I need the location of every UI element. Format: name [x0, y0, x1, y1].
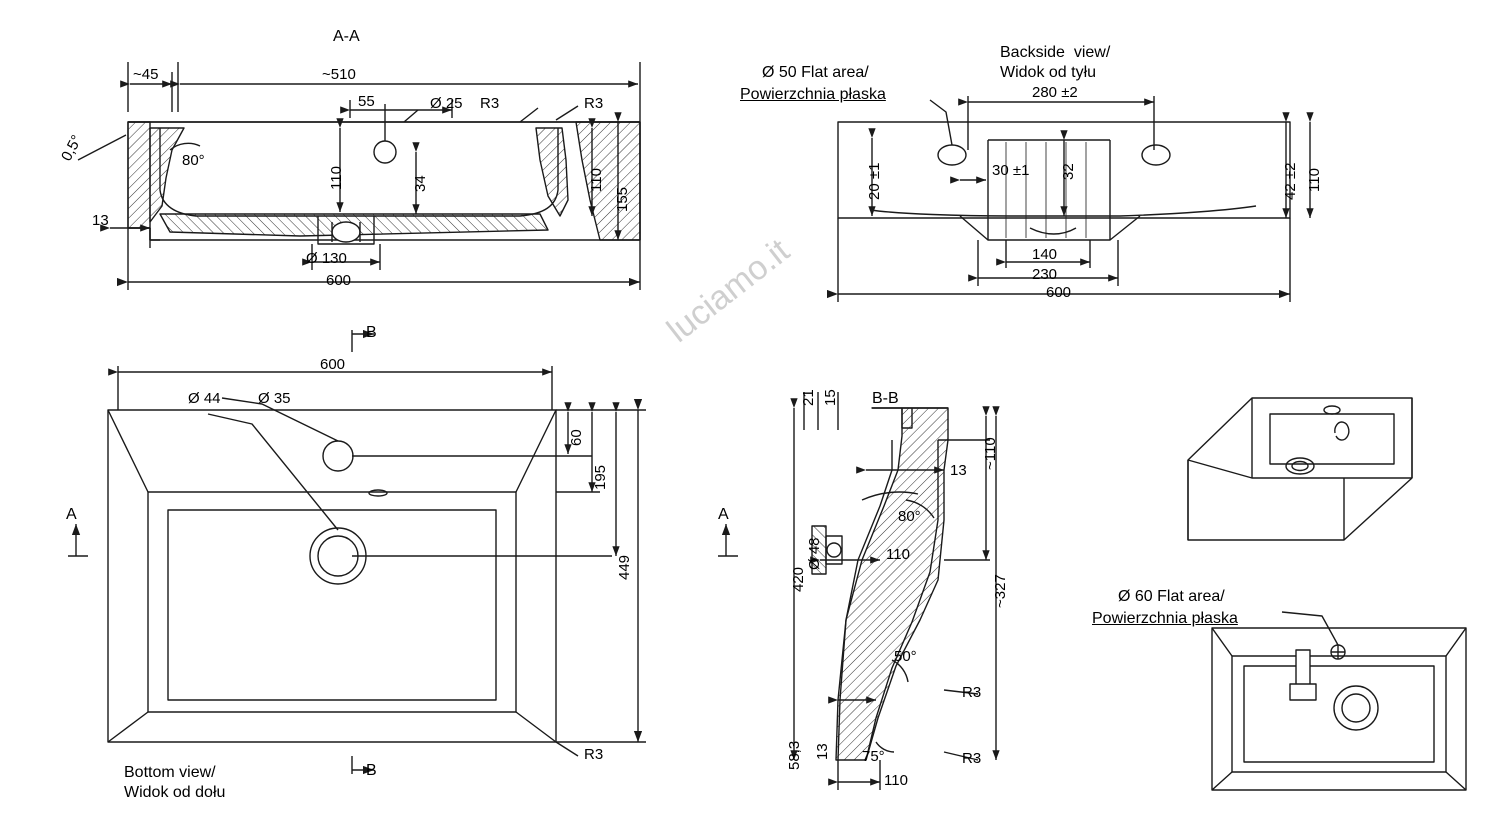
- dim-bb-583: 58,3: [786, 740, 803, 770]
- dim-bb-110-bot: 110: [884, 772, 908, 789]
- dim-aa-600: 600: [326, 272, 352, 289]
- backside-title-2: Widok od tyłu: [1000, 64, 1097, 81]
- inset-flat-area-2: Powierzchnia płaska: [1092, 610, 1238, 627]
- dim-aa-110-right: 110: [588, 168, 605, 192]
- dim-aa-45: ~45: [133, 66, 159, 83]
- dim-bot-449: 449: [616, 554, 633, 580]
- backside-flat-area-1: Ø 50 Flat area/: [762, 64, 869, 81]
- dim-bot-d35: Ø 35: [258, 390, 291, 407]
- dim-bb-13b: 13: [814, 743, 831, 760]
- dim-aa-155: 155: [614, 186, 631, 212]
- backside-flat-area-2: Powierzchnia płaska: [740, 86, 886, 103]
- dim-bb-420: 420: [790, 566, 807, 592]
- dim-bb-110-top: ~110: [982, 437, 999, 470]
- bottom-title-1: Bottom view/: [124, 764, 216, 781]
- bottom-mark-b-top: B: [366, 324, 377, 341]
- bottom-title-2: Widok od dołu: [124, 784, 226, 801]
- dim-aa-13: 13: [92, 212, 109, 229]
- dim-aa-510: ~510: [322, 66, 356, 83]
- dim-bs-140: 140: [1032, 246, 1058, 263]
- dim-aa-d25: Ø 25: [430, 95, 463, 112]
- dim-aa-r3-right: R3: [584, 95, 604, 112]
- label-section-aa: A-A: [333, 28, 360, 45]
- dim-bs-42: 42 ±2: [1282, 162, 1299, 200]
- inset-flat-area-1: Ø 60 Flat area/: [1118, 588, 1225, 605]
- dim-bb-80deg: 80°: [898, 508, 921, 525]
- dim-aa-55: 55: [358, 93, 375, 110]
- dim-aa-80deg: 80°: [182, 152, 205, 169]
- watermark-text: luciamo.it: [660, 231, 797, 350]
- dim-bb-13: 13: [950, 462, 967, 479]
- bottom-mark-a: A: [66, 506, 77, 523]
- dim-bot-600: 600: [320, 356, 346, 373]
- bb-mark-a: A: [718, 506, 729, 523]
- dim-bot-195: 195: [592, 464, 609, 490]
- dim-bs-20: 20 ±1: [866, 162, 883, 200]
- bottom-mark-b-bottom: B: [366, 762, 377, 779]
- dim-bs-280: 280 ±2: [1032, 84, 1078, 101]
- dim-aa-34: 34: [412, 175, 429, 192]
- backside-title-1: Backside view/: [1000, 44, 1111, 61]
- dim-bb-r3-2: R3: [962, 750, 982, 767]
- dim-bb-110-mid: 110: [886, 546, 910, 563]
- dim-bb-15: 15: [822, 389, 839, 406]
- dim-bs-110: 110: [1306, 168, 1323, 192]
- dim-bb-327: ~327: [992, 574, 1009, 608]
- dim-bs-600: 600: [1046, 284, 1072, 301]
- dim-bb-d48: Ø 48: [806, 537, 823, 570]
- dim-bb-50deg: 50°: [894, 648, 917, 665]
- dim-bot-d44: Ø 44: [188, 390, 221, 407]
- dim-aa-r3-left: R3: [480, 95, 500, 112]
- dim-bs-230: 230: [1032, 266, 1058, 283]
- dim-aa-05deg: 0,5°: [58, 132, 86, 164]
- dim-bb-21: 21: [800, 389, 817, 406]
- dim-bb-75deg: 75°: [862, 748, 885, 765]
- dim-aa-110-left: 110: [328, 166, 345, 190]
- dim-bot-60: 60: [568, 429, 585, 446]
- dim-bs-30: 30 ±1: [992, 162, 1030, 179]
- dim-bs-32: 32: [1060, 163, 1077, 180]
- label-section-bb: B-B: [872, 390, 899, 407]
- dim-aa-d130: Ø 130: [306, 250, 347, 267]
- dim-bot-r3: R3: [584, 746, 604, 763]
- dim-bb-r3-1: R3: [962, 684, 982, 701]
